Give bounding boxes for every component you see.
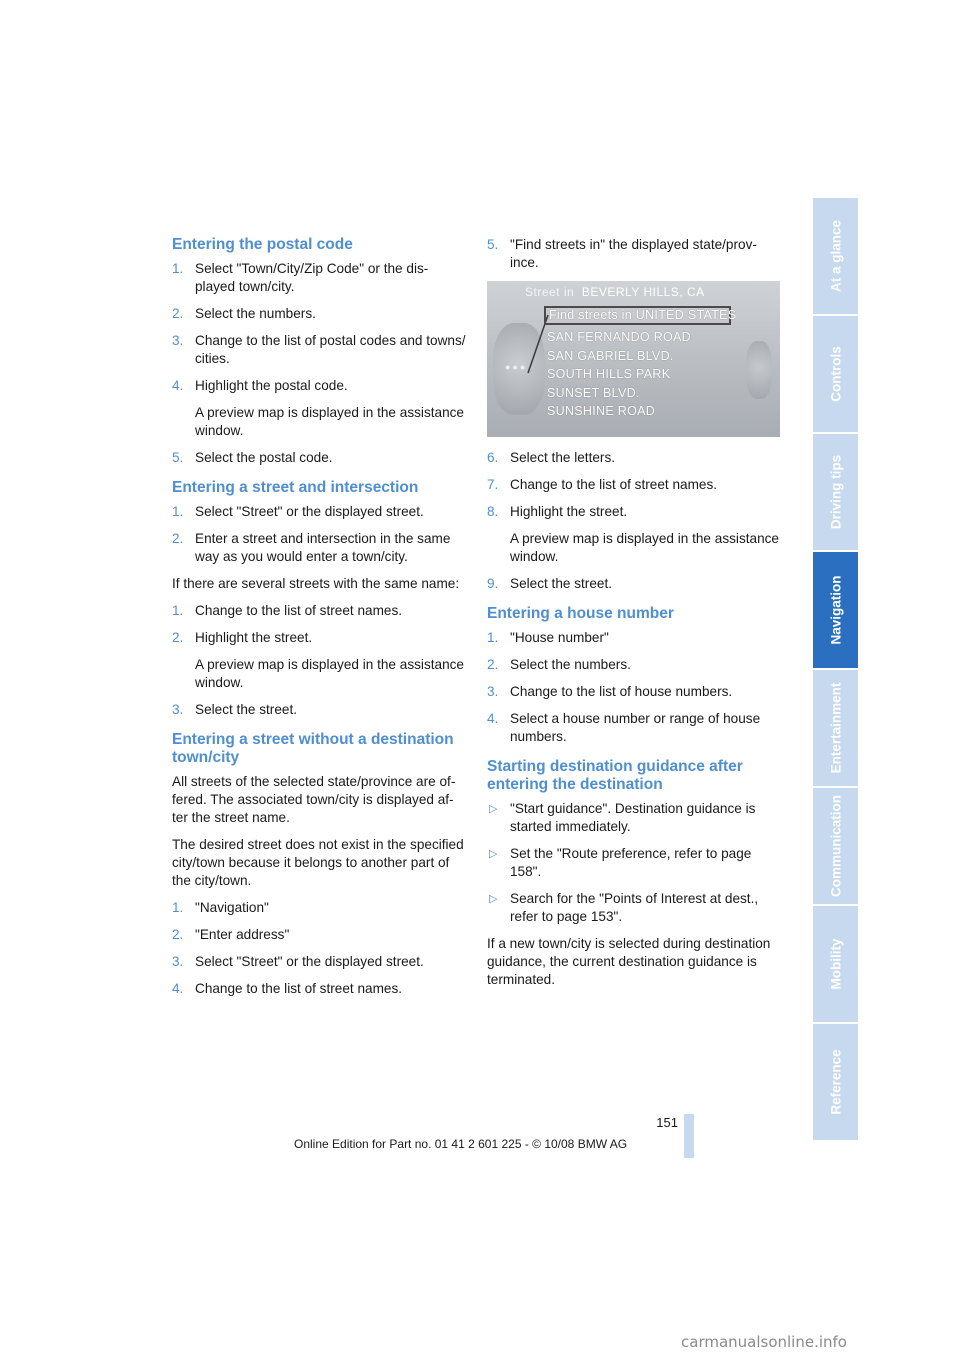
list-item: 9. Select the street. <box>487 576 613 591</box>
tab-driving-tips[interactable]: Driving tips <box>813 434 858 550</box>
list-item: 2. Highlight the street. A preview map is displayed in the assistance window. <box>172 630 464 690</box>
list-item: 4. Select a house number or range of house numbers. <box>487 711 761 744</box>
list-item: 2. Select the numbers. <box>487 657 631 672</box>
left-column <box>172 236 468 1010</box>
footer-text: Online Edition for Part no. 01 41 2 601 225 - © 10/08 BMW AG <box>294 1137 628 1151</box>
guidance-bullets <box>487 800 783 926</box>
heading-start-guidance: Starting destination guidance after entering the destination <box>487 758 743 793</box>
nocity-steps <box>172 899 468 998</box>
list-item: 1. "Navigation" <box>172 900 269 915</box>
list-item: 2. Enter a street and intersection in the same way as you would enter a town/city. <box>172 531 451 564</box>
heading-street-no-city: Entering a street without a destination town/city <box>172 731 454 766</box>
paragraph: All streets of the selected state/province are of-fered. The associated town/city is displayed af-ter the street name. <box>172 774 456 825</box>
controller-knob-right <box>746 341 772 399</box>
tab-mobility[interactable]: Mobility <box>813 906 858 1022</box>
list-item: 1. Change to the list of street names. <box>172 603 403 618</box>
page-number-bar <box>684 1114 694 1158</box>
list-item: 4. Highlight the postal code. A preview map is displayed in the assistance window. <box>172 378 464 438</box>
section-street-intersection <box>172 479 468 719</box>
screen-header: Street in BEVERLY HILLS, CA <box>525 285 705 299</box>
list-item: 5. Select the postal code. <box>172 450 333 465</box>
right-steps <box>487 449 783 593</box>
list-item: 2. Select the numbers. <box>172 306 316 321</box>
triangle-bullet-icon: ▷ <box>489 803 498 815</box>
list-item: 1. "House number" <box>487 630 609 645</box>
list-item: ▷ Set the "Route preference, refer to page 158". <box>489 846 752 879</box>
heading-house-number: Entering a house number <box>487 605 674 622</box>
list-item: ▷ Search for the "Points of Interest at dest., refer to page 153". <box>489 891 759 924</box>
right-column <box>487 236 783 1001</box>
screen-row: SOUTH HILLS PARK <box>547 367 671 381</box>
continued-steps <box>487 236 783 272</box>
screen-row: SAN GABRIEL BLVD. <box>547 348 674 363</box>
paragraph: If there are several streets with the same name: <box>172 576 460 591</box>
tab-at-a-glance[interactable]: At a glance <box>813 198 858 314</box>
heading-postal-code: Entering the postal code <box>172 236 353 253</box>
list-item: 3. Change to the list of house numbers. <box>487 684 733 699</box>
postal-steps <box>172 260 468 467</box>
house-steps <box>487 629 783 746</box>
list-item: 6. Select the letters. <box>487 450 616 465</box>
screen-highlighted-row: Find streets in UNITED STATES <box>544 306 731 325</box>
controller-dots-icon: ●●● <box>505 362 528 372</box>
section-street-no-city <box>172 731 468 998</box>
section-postal-code <box>172 236 468 467</box>
list-item: 3. Select "Street" or the displayed street. <box>172 954 424 969</box>
chapter-tabs <box>813 198 858 1142</box>
tab-reference[interactable]: Reference <box>813 1024 858 1140</box>
paragraph: The desired street does not exist in the specified city/town because it belongs to another part of the city/town. <box>172 837 464 888</box>
street-steps <box>172 503 468 566</box>
list-item: 8. Highlight the street. A preview map is displayed in the assistance window. <box>487 504 779 564</box>
list-item: 1. Select "Street" or the displayed street. <box>172 504 424 519</box>
tab-entertainment[interactable]: Entertainment <box>813 670 858 786</box>
screen-row: SUNSHINE ROAD <box>547 404 656 418</box>
screen-street-list <box>547 306 737 421</box>
list-item: ▷ "Start guidance". Destination guidance is started immediately. <box>489 801 756 834</box>
page-number: 151 <box>656 1115 678 1130</box>
triangle-bullet-icon: ▷ <box>489 893 498 905</box>
tab-controls[interactable]: Controls <box>813 316 858 432</box>
street-steps-2 <box>172 602 468 719</box>
paragraph: If a new town/city is selected during destination guidance, the current destination guidance is terminated. <box>487 936 771 987</box>
screen-row: SUNSET BLVD. <box>547 385 640 400</box>
tab-navigation[interactable]: Navigation <box>813 552 858 668</box>
tab-communication[interactable]: Communication <box>813 788 858 904</box>
list-item: 5. "Find streets in" the displayed state/prov-ince. <box>487 237 757 270</box>
list-item: 2. "Enter address" <box>172 927 290 942</box>
idrive-screen-image <box>487 281 780 437</box>
screen-row: SAN FERNANDO ROAD <box>547 330 692 344</box>
heading-street-intersection: Entering a street and intersection <box>172 479 419 496</box>
list-item: 3. Select the street. <box>172 702 298 717</box>
section-continued <box>487 449 783 593</box>
list-item: 4. Change to the list of street names. <box>172 981 403 996</box>
section-house-number <box>487 605 783 746</box>
watermark-text: carmanualsonline.info <box>681 1333 847 1351</box>
triangle-bullet-icon: ▷ <box>489 848 498 860</box>
list-item: 3. Change to the list of postal codes and towns/ cities. <box>172 333 466 366</box>
list-item: 1. Select "Town/City/Zip Code" or the dis-played town/city. <box>172 261 429 294</box>
list-item: 7. Change to the list of street names. <box>487 477 718 492</box>
section-start-guidance <box>487 758 783 989</box>
